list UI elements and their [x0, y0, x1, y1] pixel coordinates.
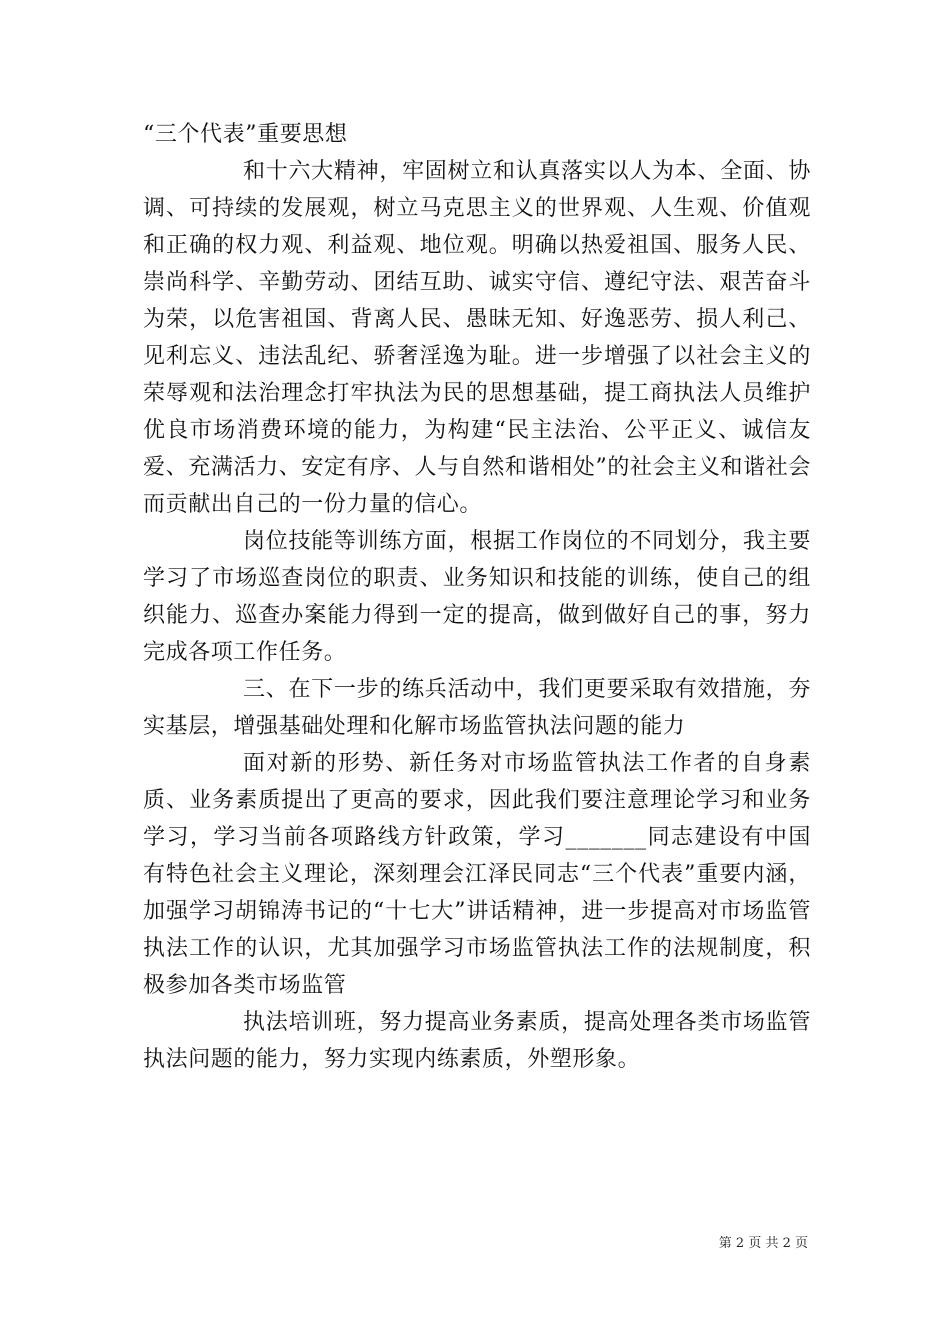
paragraph-4: 面对新的形势、新任务对市场监管执法工作者的自身素质、业务素质提出了更高的要求，因此我们要注意理论学习和业务学习，学习当前各项路线方针政策，学习_______同志建设有中国有特色社会主义理论，深刻理会江泽民同志“三个代表”重要内涵，加强学习胡锦涛书记的“十七大”讲话精神，进一步提高对市场监管执法工作的认识，尤其加强学习市场监管执法工作的法规制度，积极参加各类市场监管 [143, 751, 811, 998]
page-number: 第 2 页 共 2 页 [718, 1236, 808, 1251]
paragraph-3: 三、在下一步的练兵活动中，我们更要采取有效措施，夯实基层，增强基础处理和化解市场监管执法问题的能力 [143, 677, 811, 739]
paragraph-5: 执法培训班，努力提高业务素质，提高处理各类市场监管执法问题的能力，努力实现内练素质，外塑形象。 [143, 1010, 811, 1072]
paragraph-1: 和十六大精神，牢固树立和认真落实以人为本、全面、协调、可持续的发展观，树立马克思主义的世界观、人生观、价值观和正确的权力观、利益观、地位观。明确以热爱祖国、服务人民、崇尚科学、辛勤劳动、团结互助、诚实守信、遵纪守法、艰苦奋斗为荣，以危害祖国、背离人民、愚昧无知、好逸恶劳、损人利己、见利忘义、违法乱纪、骄奢淫逸为耻。进一步增强了以社会主义的荣辱观和法治理念打牢执法为民的思想基础，提工商执法人员维护优良市场消费环境的能力，为构建“民主法治、公平正义、诚信友爱、充满活力、安定有序、人与自然和谐相处”的社会主义和谐社会而贡献出自己的一份力量的信心。 [143, 159, 811, 517]
paragraph-2: 岗位技能等训练方面，根据工作岗位的不同划分，我主要学习了市场巡查岗位的职责、业务知识和技能的训练，使自己的组织能力、巡查办案能力得到一定的提高，做到做好自己的事，努力完成各项工作任务。 [143, 529, 811, 665]
document-body [143, 116, 811, 1078]
heading-line: “三个代表”重要思想 [143, 122, 348, 147]
